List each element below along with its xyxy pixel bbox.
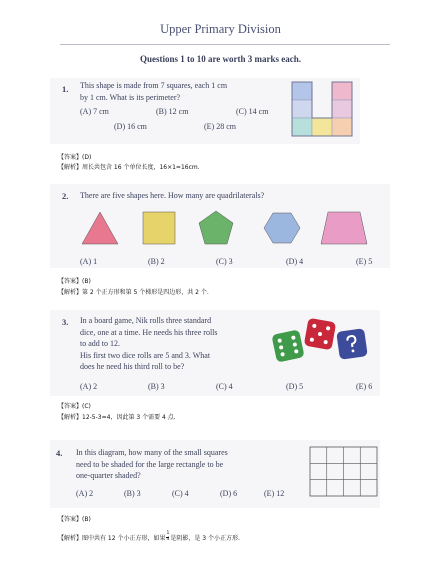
question-4-line: need to be shaded for the large rectangle to be <box>76 459 224 469</box>
q2-shapes <box>78 208 378 248</box>
q1-square <box>332 100 352 118</box>
q3-option-a[interactable]: (A) 2 <box>80 382 98 391</box>
question-1-line: by 1 cm. What is its perimeter? <box>80 92 181 102</box>
triangle-shape <box>82 212 118 244</box>
q4-option-a[interactable]: (A) 2 <box>76 489 94 498</box>
q4-analysis-pre: 【解析】图中共有 12 个小正方形，如果 <box>58 534 166 542</box>
q3-answer: 【答案】(C) <box>58 403 91 410</box>
q1-square <box>332 82 352 100</box>
die-pip <box>294 349 299 354</box>
q4-analysis-post: 是阴影，是 3 个小正方形. <box>170 534 240 542</box>
q3-option-b[interactable]: (B) 3 <box>148 382 165 391</box>
question-1-text <box>80 80 227 103</box>
question-1-line: This shape is made from 7 squares, each 1 cm <box>80 81 228 90</box>
die-pip <box>291 335 296 340</box>
q4-option-c[interactable]: (C) 4 <box>172 489 189 498</box>
q1-square <box>292 100 312 118</box>
fraction-denominator: 4 <box>166 536 170 542</box>
question-4-line: In this diagram, how many of the small squares <box>76 448 228 457</box>
question-1-number: 1. <box>62 84 69 94</box>
question-4-number: 4. <box>56 448 63 458</box>
q2-option-b[interactable]: (B) 2 <box>148 257 165 266</box>
q4-grid-figure <box>309 446 379 498</box>
q3-option-c[interactable]: (C) 4 <box>216 382 233 391</box>
q2-option-e[interactable]: (E) 5 <box>356 257 373 266</box>
q1-option-c[interactable]: (C) 14 cm <box>236 107 269 116</box>
q4-option-b[interactable]: (B) 3 <box>124 489 141 498</box>
q3-option-d[interactable]: (D) 5 <box>286 382 304 391</box>
q3-dice <box>272 318 372 378</box>
q4-answer: 【答案】(B) <box>58 516 91 523</box>
title-divider <box>60 44 390 45</box>
q3-option-e[interactable]: (E) 6 <box>356 382 373 391</box>
pentagon-shape <box>199 211 233 244</box>
q1-square <box>332 118 352 136</box>
question-3-line: does he need his third roll to be? <box>80 362 185 371</box>
die-pip <box>323 340 328 345</box>
fraction <box>166 532 169 542</box>
q1-square <box>312 118 332 136</box>
die-pip <box>280 352 285 357</box>
question-2-text: There are five shapes here. How many are quadrilaterals? <box>80 191 265 200</box>
question-3-line: His first two dice rolls are 5 and 3. What <box>80 350 211 360</box>
q4-option-e[interactable]: (E) 12 <box>264 489 285 498</box>
blue-die <box>336 328 368 360</box>
die-pip <box>292 342 297 347</box>
q4-analysis <box>58 532 240 542</box>
die-pip <box>277 338 282 343</box>
square-shape <box>143 212 175 244</box>
q2-option-a[interactable]: (A) 1 <box>80 257 98 266</box>
trapezoid-shape <box>321 212 367 244</box>
q1-square <box>292 82 312 100</box>
q4-option-d[interactable]: (D) 6 <box>220 489 238 498</box>
question-3-line: In a board game, Nik rolls three standard <box>80 316 212 325</box>
fraction-numerator: 1 <box>166 531 170 536</box>
q1-option-d[interactable]: (D) 16 cm <box>114 122 147 131</box>
q2-option-c[interactable]: (C) 3 <box>216 257 233 266</box>
red-die <box>304 318 336 350</box>
question-3-line: to add to 12. <box>80 339 120 348</box>
q1-analysis: 【解析】周长共包含 16 个单位长度，16×1=16cm. <box>58 164 200 171</box>
die-pip <box>310 337 315 342</box>
q1-option-b[interactable]: (B) 12 cm <box>156 107 189 116</box>
die-pip <box>326 326 331 331</box>
die-pip <box>279 345 284 350</box>
die-pip <box>312 324 317 329</box>
q1-option-a[interactable]: (A) 7 cm <box>80 107 109 116</box>
question-3-text <box>80 315 218 373</box>
die-pip <box>318 332 323 337</box>
green-die <box>271 329 304 362</box>
q1-answer: 【答案】(D) <box>58 154 92 161</box>
question-3-number: 3. <box>62 317 69 327</box>
question-2-number: 2. <box>62 191 69 201</box>
q1-square <box>292 118 312 136</box>
q1-shape-figure <box>290 80 354 140</box>
question-4-line: one-quarter shaded? <box>76 471 141 480</box>
page-title: Upper Primary Division <box>160 22 281 36</box>
q1-option-e[interactable]: (E) 28 cm <box>204 122 236 131</box>
q2-analysis: 【解析】第 2 个正方形和第 5 个梯形是四边形，共 2 个. <box>58 289 209 296</box>
question-3-line: dice, one at a time. He needs his three rolls <box>80 327 218 337</box>
q3-analysis: 【解析】12-5-3=4，因此第 3 个需要 4 点. <box>58 414 176 421</box>
question-mark-icon <box>336 328 368 360</box>
question-4-text <box>76 447 228 482</box>
q2-option-d[interactable]: (D) 4 <box>286 257 304 266</box>
q2-answer: 【答案】(B) <box>58 278 91 285</box>
section-subtitle: Questions 1 to 10 are worth 3 marks each. <box>139 54 302 64</box>
hexagon-shape <box>264 213 300 243</box>
